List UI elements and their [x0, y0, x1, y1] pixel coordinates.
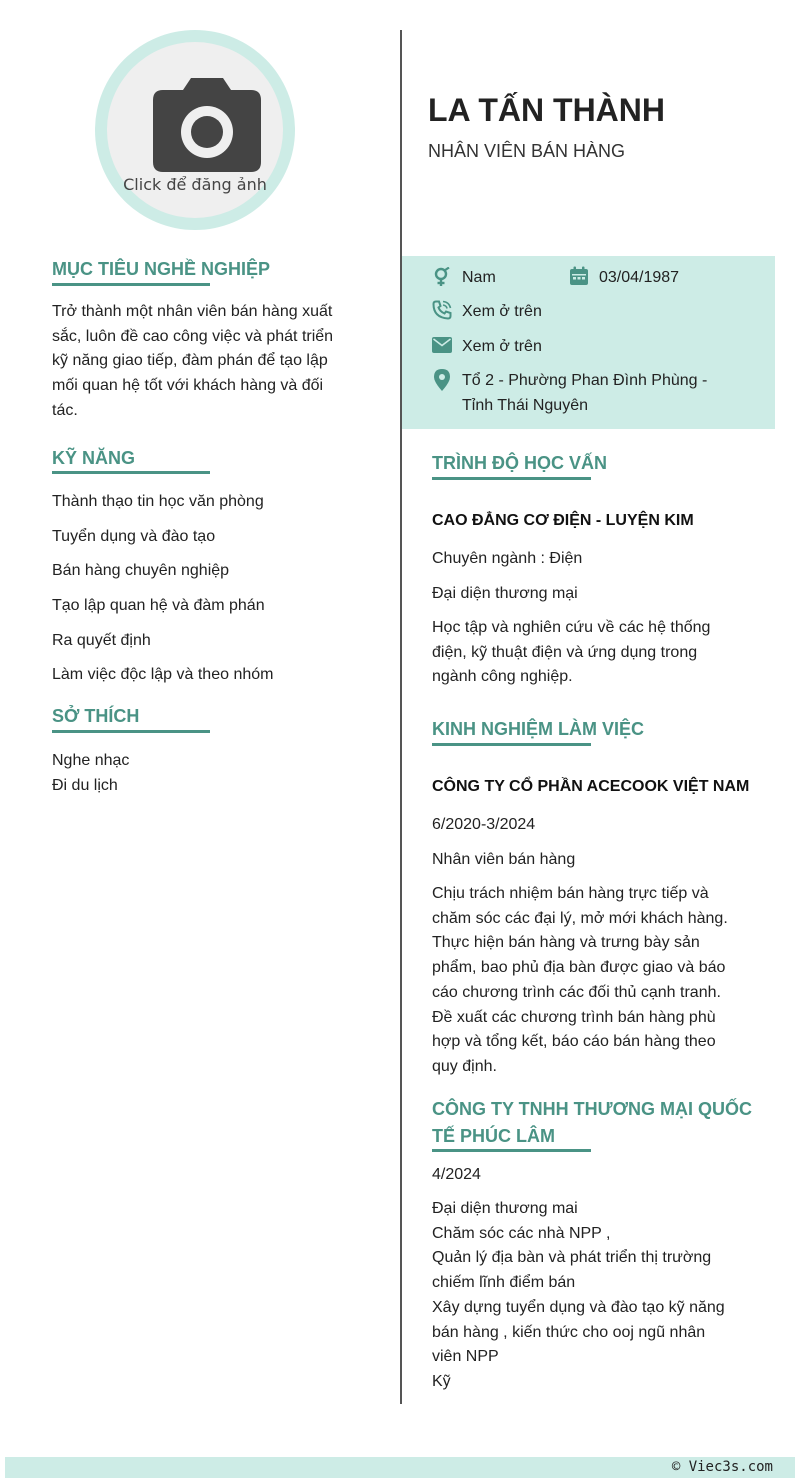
education-school: CAO ĐẲNG CƠ ĐIỆN - LUYỆN KIM: [432, 512, 694, 529]
job1-desc-line: Thực hiện bán hàng và trưng bày sản: [432, 934, 700, 952]
gender-value: Nam: [462, 269, 496, 286]
job2-company: [432, 1096, 752, 1150]
education-major: Chuyên ngành : Điện: [432, 550, 583, 567]
job1-position: Nhân viên bán hàng: [432, 851, 576, 868]
avatar-placeholder[interactable]: [107, 42, 283, 218]
skill-item: Bán hàng chuyên nghiệp: [52, 562, 230, 579]
contact-panel: [402, 256, 775, 429]
job2-desc-line: viên NPP: [432, 1348, 499, 1366]
skills-underline: [52, 471, 210, 474]
objective-underline: [52, 283, 210, 286]
hobby-item: Nghe nhạc: [52, 752, 130, 769]
education-position: Đại diện thương mại: [432, 585, 578, 602]
objective-text: [52, 300, 362, 424]
job1-period: 6/2020-3/2024: [432, 816, 536, 833]
skill-item: Tạo lập quan hệ và đàm phán: [52, 597, 265, 614]
birthdate-value: 03/04/1987: [599, 269, 680, 286]
hobbies-underline: [52, 730, 210, 733]
job1-desc-line: Đề xuất các chương trình bán hàng phù: [432, 1008, 716, 1026]
job2-desc-line: Chăm sóc các nhà NPP ,: [432, 1224, 611, 1242]
phone-icon: [432, 300, 452, 320]
job1-company: CÔNG TY CỔ PHẦN ACECOOK VIỆT NAM: [432, 778, 750, 795]
job1-desc-line: cáo chương trình các đối thủ cạnh tranh.: [432, 983, 721, 1001]
footer-bar: [5, 1457, 795, 1478]
job1-desc-line: quy định.: [432, 1057, 497, 1075]
email-value: Xem ở trên: [462, 338, 542, 355]
job2-desc-line: bán hàng , kiến thức cho ooj ngũ nhân: [432, 1323, 706, 1341]
education-description: [432, 616, 762, 690]
avatar-upload[interactable]: [95, 30, 295, 230]
avatar-caption: Click để đăng ảnh: [123, 175, 267, 194]
objective-line: sắc, luôn đề cao công việc và phát triển: [52, 327, 334, 345]
education-desc-line: Học tập và nghiên cứu về các hệ thống: [432, 619, 711, 636]
skill-item: Ra quyết định: [52, 632, 151, 649]
job2-desc-line: Xây dựng tuyển dụng và đào tạo kỹ năng: [432, 1298, 725, 1316]
job2-desc-line: chiếm lĩnh điểm bán: [432, 1274, 576, 1292]
skill-item: Thành thạo tin học văn phòng: [52, 493, 264, 510]
job2-company-line: CÔNG TY TNHH THƯƠNG MẠI QUỐC: [432, 1099, 752, 1119]
experience-title: KINH NGHIỆM LÀM VIỆC: [432, 719, 645, 739]
hobbies-title: SỞ THÍCH: [52, 706, 140, 726]
footer-copyright: © Viec3s.com: [671, 1459, 773, 1475]
skills-title: KỸ NĂNG: [52, 448, 136, 468]
map-pin-icon: [434, 369, 450, 391]
objective-line: tác.: [52, 401, 78, 419]
candidate-name: LA TẤN THÀNH: [428, 92, 665, 128]
job2-desc-line: Quản lý địa bàn và phát triển thị trường: [432, 1249, 712, 1267]
education-underline: [432, 477, 591, 480]
gender-icon: [432, 267, 452, 287]
phone-value: Xem ở trên: [462, 303, 542, 320]
job2-underline: [432, 1149, 591, 1152]
address-value: [462, 369, 707, 418]
job2-company-line: TẾ PHÚC LÂM: [432, 1126, 555, 1146]
job1-desc-line: phẩm, bao phủ địa bàn được giao và báo: [432, 959, 726, 977]
address-line: Tỉnh Thái Nguyên: [462, 396, 588, 414]
address-line: Tổ 2 - Phường Phan Đình Phùng -: [462, 372, 708, 389]
job1-description: [432, 882, 772, 1080]
calendar-icon: [569, 266, 589, 286]
envelope-icon: [432, 337, 452, 353]
job1-desc-line: chăm sóc các đại lý, mở mới khách hàng.: [432, 909, 728, 927]
column-divider: [400, 30, 402, 1404]
objective-line: mối quan hệ tốt với khách hàng và đối: [52, 377, 324, 395]
job1-desc-line: hợp và tổng kết, báo cáo bán hàng theo: [432, 1033, 716, 1051]
hobby-item: Đi du lịch: [52, 777, 118, 794]
objective-title: MỤC TIÊU NGHỀ NGHIỆP: [52, 259, 271, 279]
skill-item: Làm việc độc lập và theo nhóm: [52, 666, 274, 683]
skill-item: Tuyển dụng và đào tạo: [52, 528, 216, 545]
job2-desc-line: Kỹ: [432, 1372, 451, 1390]
education-desc-line: điện, kỹ thuật điện và ứng dụng trong: [432, 643, 698, 661]
camera-icon: [153, 78, 261, 172]
experience-underline: [432, 743, 591, 746]
job1-desc-line: Chịu trách nhiệm bán hàng trực tiếp và: [432, 885, 709, 902]
education-desc-line: ngành công nghiệp.: [432, 668, 573, 686]
education-title: TRÌNH ĐỘ HỌC VẤN: [432, 453, 607, 473]
objective-line: kỹ năng giao tiếp, đàm phán để tạo lập: [52, 352, 328, 370]
job2-period: 4/2024: [432, 1166, 481, 1183]
job2-description: [432, 1197, 772, 1395]
objective-line: Trở thành một nhân viên bán hàng xuất: [52, 303, 333, 320]
job2-desc-line: Đại diện thương mai: [432, 1200, 578, 1217]
candidate-role: NHÂN VIÊN BÁN HÀNG: [428, 141, 626, 161]
